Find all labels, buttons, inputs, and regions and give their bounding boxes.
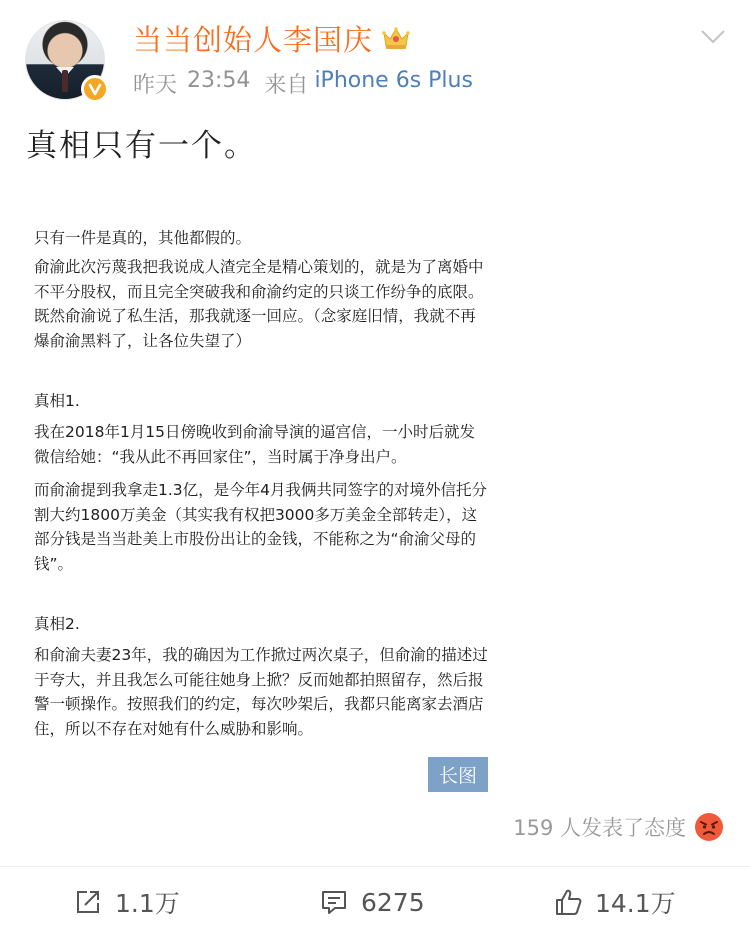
attitude-count: 159 人发表了态度 xyxy=(513,816,686,840)
post-day: 昨天 xyxy=(133,73,178,98)
angry-face-icon xyxy=(694,812,724,842)
comment-count: 6275 xyxy=(361,887,425,917)
repost-button[interactable] xyxy=(73,880,180,924)
paragraph: 我在2018年1月15日傍晚收到俞渝导演的逼宫信，一小时后就发微信给她：“我从此不再回家住”，当时属于净身出户。 xyxy=(34,423,476,466)
source-label: 来自 xyxy=(264,73,309,98)
crown-icon xyxy=(381,25,411,51)
comment-icon xyxy=(319,887,349,917)
paragraph: 真相1. xyxy=(34,392,80,410)
post-time: 23:54 xyxy=(187,68,251,93)
comment-button[interactable] xyxy=(319,880,425,924)
paragraph: 和俞渝夫妻23年，我的确因为工作掀过两次桌子，但俞渝的描述过于夸大，并且我怎么可能往她身上掀？反而她都拍照留存，然后报警一顿操作。按照我们的约定，每次吵架后，我都只能离家去酒店住，所以不存在对她有什么威胁和影响。 xyxy=(34,646,488,738)
username[interactable]: 当当创始人李国庆 xyxy=(133,22,374,57)
long-image[interactable] xyxy=(34,222,490,788)
paragraph: 只有一件是真的，其他都假的。 xyxy=(34,229,252,247)
paragraph: 而俞渝提到我拿走1.3亿，是今年4月我俩共同签字的对境外信托分割大约1800万美金（其实我有权把3000多万美金全部转走），这部分钱是当当赴美上市股份出让的金钱，不能称之为“俞渝父母的钱”。 xyxy=(34,481,488,573)
repost-icon xyxy=(73,887,103,917)
like-count: 14.1万 xyxy=(595,889,676,918)
source-device-link[interactable]: iPhone 6s Plus xyxy=(314,68,473,93)
thumbs-up-icon xyxy=(553,887,583,917)
attitude-row[interactable] xyxy=(513,812,724,842)
post-meta xyxy=(133,68,473,99)
avatar[interactable] xyxy=(25,20,105,100)
like-button[interactable] xyxy=(553,880,676,924)
name-row xyxy=(133,16,411,60)
post-text: 真相只有一个。 xyxy=(26,128,257,164)
paragraph: 俞渝此次污蔑我把我说成人渣完全是精心策划的，就是为了离婚中不平分股权，而且完全突破我和俞渝约定的只谈工作纷争的底限。既然俞渝说了私生活，那我就逐一回应。（念家庭旧情，我就不再爆俞渝黑料了，让各位失望了） xyxy=(34,258,484,350)
paragraph: 真相2. xyxy=(34,615,80,633)
chevron-down-icon[interactable] xyxy=(700,28,726,46)
repost-count: 1.1万 xyxy=(115,889,180,918)
verified-badge-icon xyxy=(81,75,109,103)
long-image-badge[interactable]: 长图 xyxy=(428,757,488,792)
divider xyxy=(0,866,750,867)
